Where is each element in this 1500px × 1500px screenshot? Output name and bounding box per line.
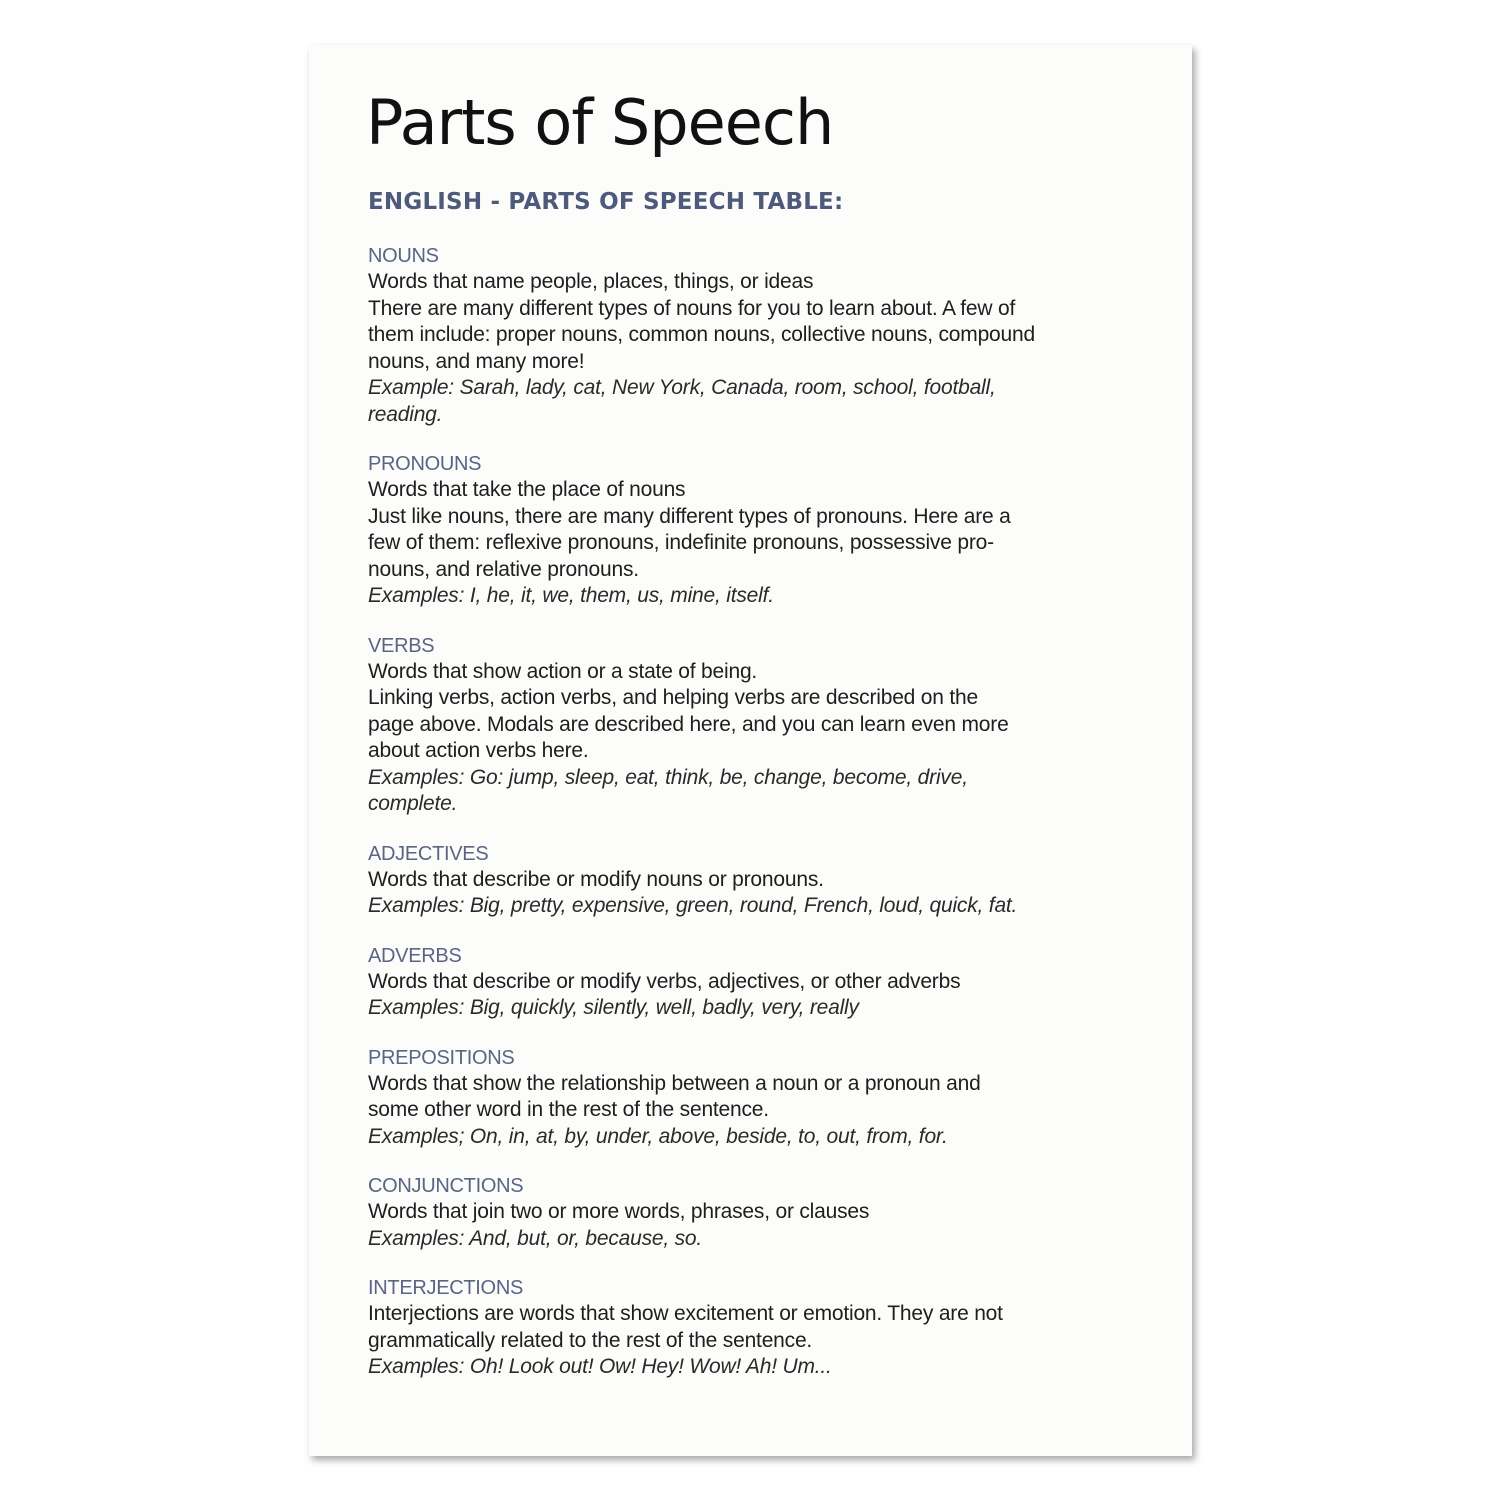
section-text-line: There are many different types of nouns for you to learn about. A few of — [368, 296, 1016, 320]
section-example-line: Examples: And, but, or, because, so. — [368, 1226, 703, 1250]
section-example-line: Examples: Go: jump, sleep, eat, think, be, change, become, drive, — [368, 765, 968, 789]
section-example-line: Examples: Big, quickly, silently, well, badly, very, really — [368, 996, 859, 1019]
section-text-line: Words that join two or more words, phrases, or clauses — [368, 1200, 870, 1223]
section-heading: CONJUNCTIONS — [368, 1175, 524, 1197]
document-page — [309, 45, 1192, 1456]
section-text-line: Words that take the place of nouns — [368, 478, 686, 501]
section-verbs — [368, 633, 1058, 818]
section-heading: ADJECTIVES — [368, 842, 489, 865]
section-text-line: Words that describe or modify nouns or pronouns. — [368, 867, 824, 891]
section-prepositions — [368, 1045, 1058, 1151]
section-text-line: nouns, and many more! — [368, 349, 585, 373]
section-text-line: some other word in the rest of the sentence. — [368, 1098, 769, 1121]
section-conjunctions — [368, 1173, 1058, 1252]
section-example-line: Examples: I, he, it, we, them, us, mine, itself. — [368, 584, 774, 607]
section-interjections — [368, 1275, 1058, 1381]
section-nouns — [368, 243, 1058, 428]
section-text-line: them include: proper nouns, common nouns, collective nouns, compound — [368, 323, 1035, 346]
section-heading: ADVERBS — [368, 944, 462, 967]
section-text-line: Words that name people, places, things, or ideas — [368, 270, 814, 293]
section-text-line: Linking verbs, action verbs, and helping verbs are described on the — [368, 686, 978, 709]
sections-list — [368, 243, 1058, 1404]
section-adjectives — [368, 841, 1058, 920]
section-example-line: complete. — [368, 792, 458, 815]
section-text-line: Interjections are words that show excitement or emotion. They are not — [368, 1302, 1003, 1325]
section-text-line: Words that describe or modify verbs, adjectives, or other adverbs — [368, 969, 961, 993]
section-heading: NOUNS — [368, 245, 439, 267]
section-pronouns — [368, 451, 1058, 610]
section-text-line: page above. Modals are described here, and you can learn even more — [368, 712, 1009, 736]
section-text-line: about action verbs here. — [368, 739, 589, 762]
section-heading: PREPOSITIONS — [368, 1046, 515, 1069]
section-example-line: reading. — [368, 402, 443, 426]
section-adverbs — [368, 943, 1058, 1022]
section-text-line: grammatically related to the rest of the sentence. — [368, 1328, 813, 1352]
section-text-line: nouns, and relative pronouns. — [368, 557, 639, 581]
section-text-line: few of them: reflexive pronouns, indefinite pronouns, possessive pro- — [368, 531, 994, 554]
section-text-line: Words that show action or a state of being. — [368, 659, 758, 683]
section-heading: PRONOUNS — [368, 453, 482, 475]
section-example-line: Example: Sarah, lady, cat, New York, Canada, room, school, football, — [368, 376, 996, 399]
section-text-line: Words that show the relationship between a noun or a pronoun and — [368, 1071, 981, 1095]
section-text-line: Just like nouns, there are many different types of pronouns. Here are a — [368, 504, 1011, 528]
section-heading: VERBS — [368, 634, 435, 657]
section-example-line: Examples: Oh! Look out! Ow! Hey! Wow! Ah! Um... — [368, 1355, 832, 1378]
section-heading: INTERJECTIONS — [368, 1277, 523, 1299]
page-title: Parts of Speech — [366, 86, 834, 159]
page-subtitle: ENGLISH - PARTS OF SPEECH TABLE: — [368, 189, 844, 215]
section-example-line: Examples; On, in, at, by, under, above, beside, to, out, from, for. — [368, 1124, 948, 1148]
section-example-line: Examples: Big, pretty, expensive, green, round, French, loud, quick, fat. — [368, 894, 1018, 917]
